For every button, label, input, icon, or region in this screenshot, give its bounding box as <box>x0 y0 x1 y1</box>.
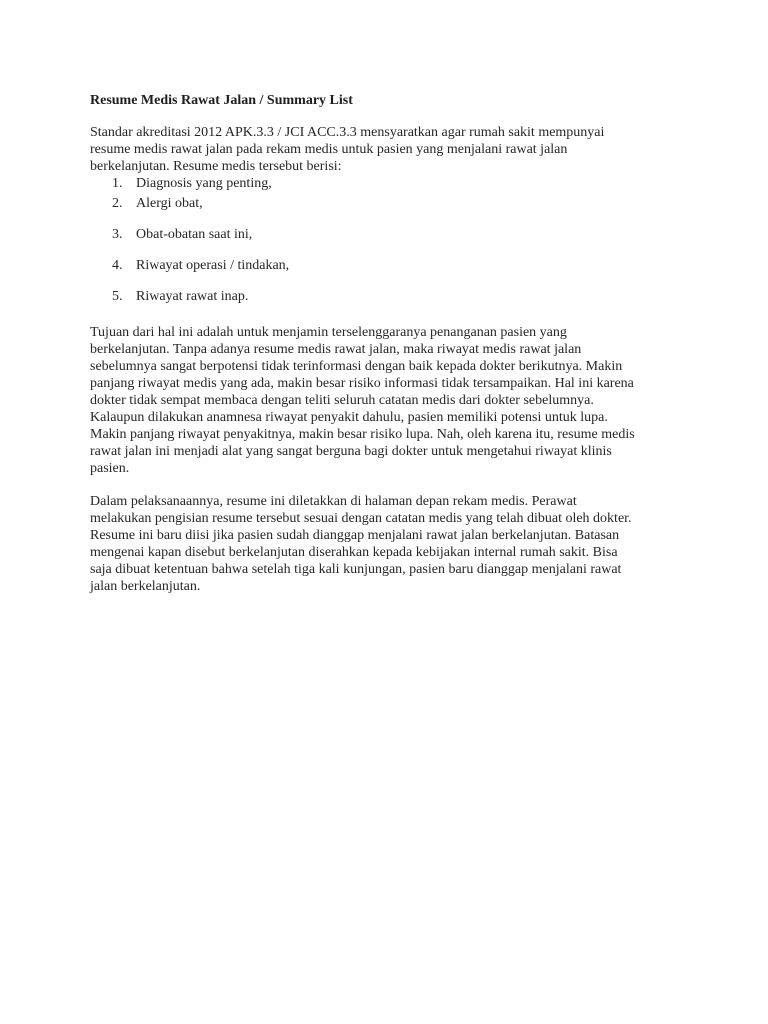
document-title: Resume Medis Rawat Jalan / Summary List <box>90 93 353 108</box>
paragraph-line: berkelanjutan. Tanpa adanya resume medis rawat jalan, maka riwayat medis rawat jalan <box>90 342 582 357</box>
list-item <box>90 175 680 192</box>
paragraph-line: mengenai kapan disebut berkelanjutan diserahkan kepada kebijakan internal rumah sakit. Bisa <box>90 545 618 560</box>
list-item-text: Riwayat rawat inap. <box>136 289 249 304</box>
paragraph-line: Tujuan dari hal ini adalah untuk menjamin terselenggaranya penanganan pasien yang <box>90 325 567 340</box>
list-item <box>90 257 680 274</box>
contents-list <box>90 175 680 305</box>
list-item-text: Riwayat operasi / tindakan, <box>136 258 290 273</box>
paragraph-line: Resume ini baru diisi jika pasien sudah dianggap menjalani rawat jalan berkelanjutan. Batasan <box>90 528 620 543</box>
paragraph-line: dokter tidak sempat membaca dengan teliti seluruh catatan medis dari dokter sebelumnya. <box>90 393 594 408</box>
list-item-text: Alergi obat, <box>136 196 203 211</box>
paragraph-line: rawat jalan ini menjadi alat yang sangat berguna bagi dokter untuk mengetahui riwayat klinis <box>90 444 612 459</box>
list-number: 2. <box>112 196 123 211</box>
list-item <box>90 226 680 243</box>
implementation-paragraph <box>90 493 680 595</box>
paragraph-line: pasien. <box>90 461 130 476</box>
list-number: 1. <box>112 176 123 191</box>
paragraph-line: Dalam pelaksanaannya, resume ini diletakkan di halaman depan rekam medis. Perawat <box>90 494 577 509</box>
purpose-paragraph <box>90 324 680 477</box>
intro-paragraph <box>90 124 680 175</box>
paragraph-line: sebelumnya sangat berpotensi tidak terinformasi dengan baik kepada dokter berikutnya. Makin <box>90 359 623 374</box>
paragraph-line: Kalaupun dilakukan anamnesa riwayat penyakit dahulu, pasien memiliki potensi untuk lupa. <box>90 410 608 425</box>
list-item <box>90 288 680 305</box>
list-item <box>90 195 680 212</box>
list-number: 5. <box>112 289 123 304</box>
paragraph-line: Makin panjang riwayat penyakitnya, makin besar risiko lupa. Nah, oleh karena itu, resume medis <box>90 427 635 442</box>
paragraph-line: melakukan pengisian resume tersebut sesuai dengan catatan medis yang telah dibuat oleh dokter. <box>90 511 632 526</box>
list-number: 3. <box>112 227 123 242</box>
paragraph-line: jalan berkelanjutan. <box>90 579 201 594</box>
paragraph-line: berkelanjutan. Resume medis tersebut berisi: <box>90 159 342 174</box>
list-number: 4. <box>112 258 123 273</box>
document-body <box>90 92 680 595</box>
paragraph-line: Standar akreditasi 2012 APK.3.3 / JCI ACC.3.3 mensyaratkan agar rumah sakit mempunyai <box>90 125 605 140</box>
paragraph-line: resume medis rawat jalan pada rekam medis untuk pasien yang menjalani rawat jalan <box>90 142 568 157</box>
list-item-text: Obat-obatan saat ini, <box>136 227 253 242</box>
list-item-text: Diagnosis yang penting, <box>136 176 272 191</box>
paragraph-line: saja dibuat ketentuan bahwa setelah tiga kali kunjungan, pasien baru dianggap menjalani rawat <box>90 562 622 577</box>
paragraph-line: panjang riwayat medis yang ada, makin besar risiko informasi tidak tersampaikan. Hal ini karena <box>90 376 634 391</box>
